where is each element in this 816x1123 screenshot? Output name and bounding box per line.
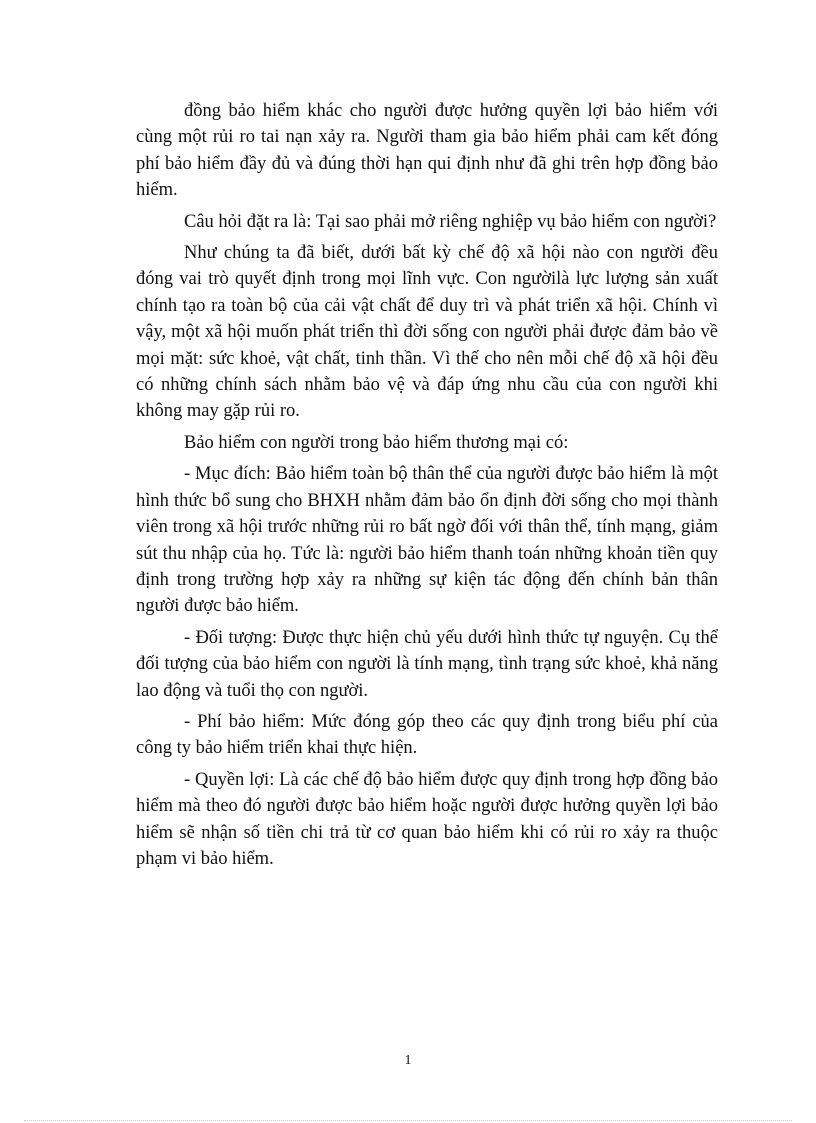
document-body <box>136 98 718 877</box>
paragraph-human-role: Như chúng ta đã biết, dưới bất kỳ chế độ xã hội nào con người đều đóng vai trò quyết định trong mọi lĩnh vực. Con ngườilà lực lượng sản xuất chính tạo ra toàn bộ của cải vật chất để duy trì và phát triển xã hội. Chính vì vậy, một xã hội muốn phát triển thì đời sống con người phải được đảm bảo về mọi mặt: sức khoẻ, vật chất, tinh thần. Vì thế cho nên mỗi chế độ xã hội đều có những chính sách nhằm bảo vệ và đáp ứng nhu cầu của con người khi không may gặp rủi ro. <box>136 243 718 422</box>
paragraph-continuation: đồng bảo hiểm khác cho người được hưởng quyền lợi bảo hiểm với cùng một rủi ro tai nạn xảy ra. Người tham gia bảo hiểm phải cam kết đóng phí bảo hiểm đầy đủ và đúng thời hạn qui định như đã ghi trên hợp đồng bảo hiểm. <box>136 101 718 201</box>
paragraph-intro-list: Bảo hiểm con người trong bảo hiểm thương mại có: <box>184 432 569 453</box>
paragraph-purpose: - Mục đích: Bảo hiểm toàn bộ thân thể của người được bảo hiểm là một hình thức bổ sung cho BHXH nhằm đảm bảo ổn định đời sống cho mọi thành viên trong xã hội trước những rủi ro bất ngờ đối với thân thể, tính mạng, giảm sút thu nhập của họ. Tức là: người bảo hiểm thanh toán những khoản tiền quy định trong trường hợp xảy ra những sự kiện tác động đến chính bản thân người được bảo hiểm. <box>136 464 718 617</box>
paragraph-question: Câu hỏi đặt ra là: Tại sao phải mở riêng nghiệp vụ bảo hiểm con người? <box>184 211 717 232</box>
page-bottom-divider <box>24 1120 792 1121</box>
page-number: 1 <box>404 1053 412 1068</box>
paragraph-premium: - Phí bảo hiểm: Mức đóng góp theo các quy định trong biểu phí của công ty bảo hiểm triển khai thực hiện. <box>136 711 718 759</box>
paragraph-benefits: - Quyền lợi: Là các chế độ bảo hiểm được quy định trong hợp đồng bảo hiểm mà theo đó người được bảo hiểm hoặc người được hưởng quyền lợi bảo hiểm sẽ nhận số tiền chi trả từ cơ quan bảo hiểm khi có rủi ro xảy ra thuộc phạm vi bảo hiểm. <box>136 769 718 869</box>
paragraph-subject: - Đối tượng: Được thực hiện chủ yếu dưới hình thức tự nguyện. Cụ thể đối tượng của bảo hiểm con người là tính mạng, tình trạng sức khoẻ, khả năng lao động và tuổi thọ con người. <box>136 627 718 701</box>
